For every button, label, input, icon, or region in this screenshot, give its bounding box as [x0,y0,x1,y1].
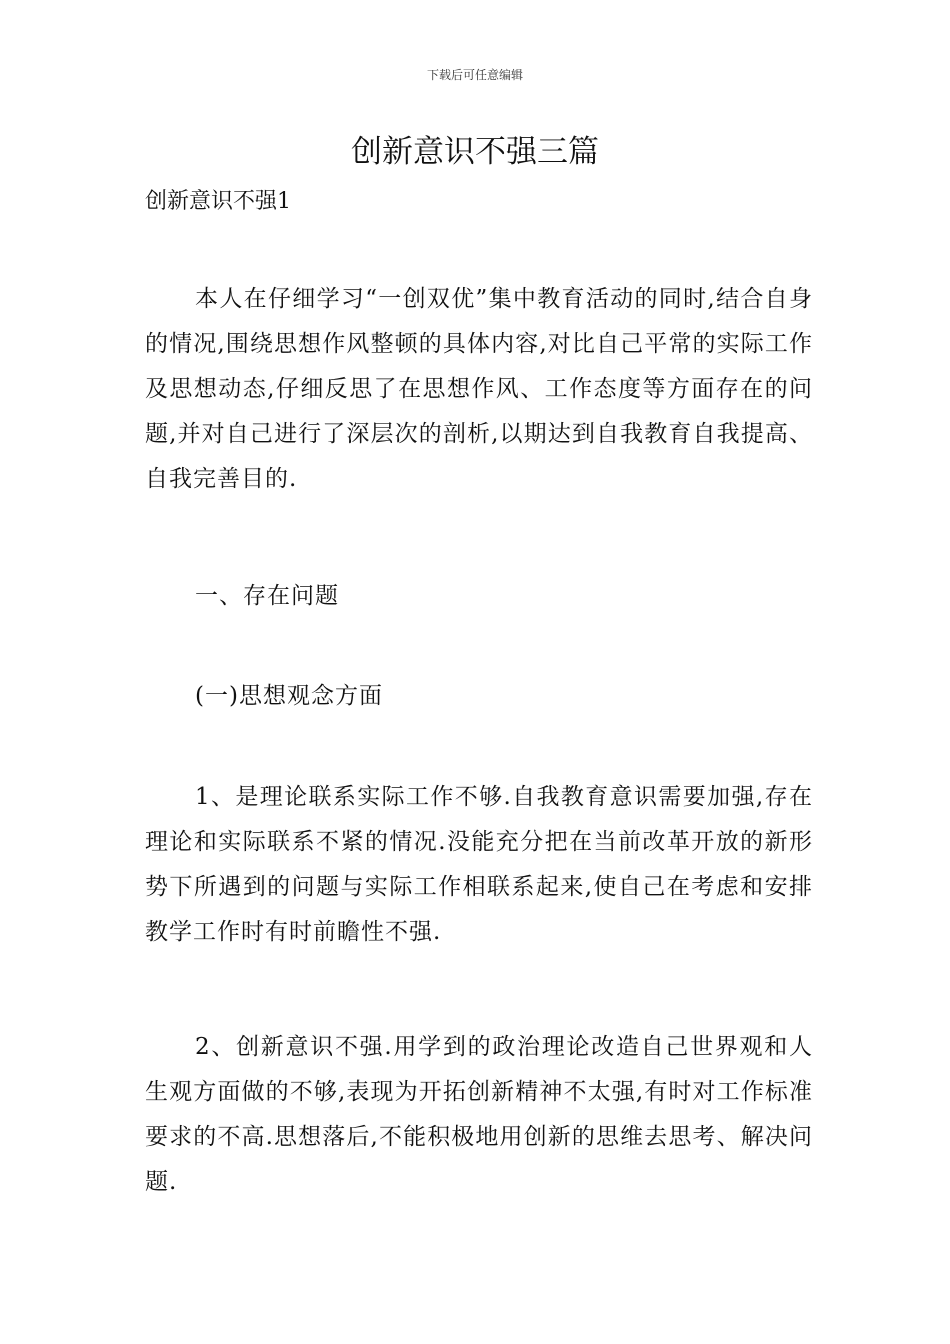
header-note: 下载后可任意编辑 [426,68,523,82]
paragraph-intro: 本人在仔细学习“一创双优”集中教育活动的同时,结合自身的情况,围绕思想作风整顿的具体内容,对比自己平常的实际工作及思想动态,仔细反思了在思想作风、工作态度等方面存在的问题,并对自己进行了深层次的剖析,以期达到自我教育自我提高、自我完善目的. [145,286,813,492]
heading-ideology-aspect: (一)思想观念方面 [195,683,383,709]
paragraph-point-2: 2、创新意识不强.用学到的政治理论改造自己世界观和人生观方面做的不够,表现为开拓创新精神不太强,有时对工作标准要求的不高.思想落后,不能积极地用创新的思维去思考、解决问题. [145,1034,813,1195]
section-subtitle: 创新意识不强1 [145,189,291,214]
heading-existing-problems: 一、存在问题 [195,583,339,609]
document-title: 创新意识不强三篇 [351,134,599,170]
paragraph-point-1: 1、是理论联系实际工作不够.自我教育意识需要加强,存在理论和实际联系不紧的情况.没能充分把在当前改革开放的新形势下所遇到的问题与实际工作相联系起来,使自己在考虑和安排教学工作时有时前瞻性不强. [145,784,813,945]
